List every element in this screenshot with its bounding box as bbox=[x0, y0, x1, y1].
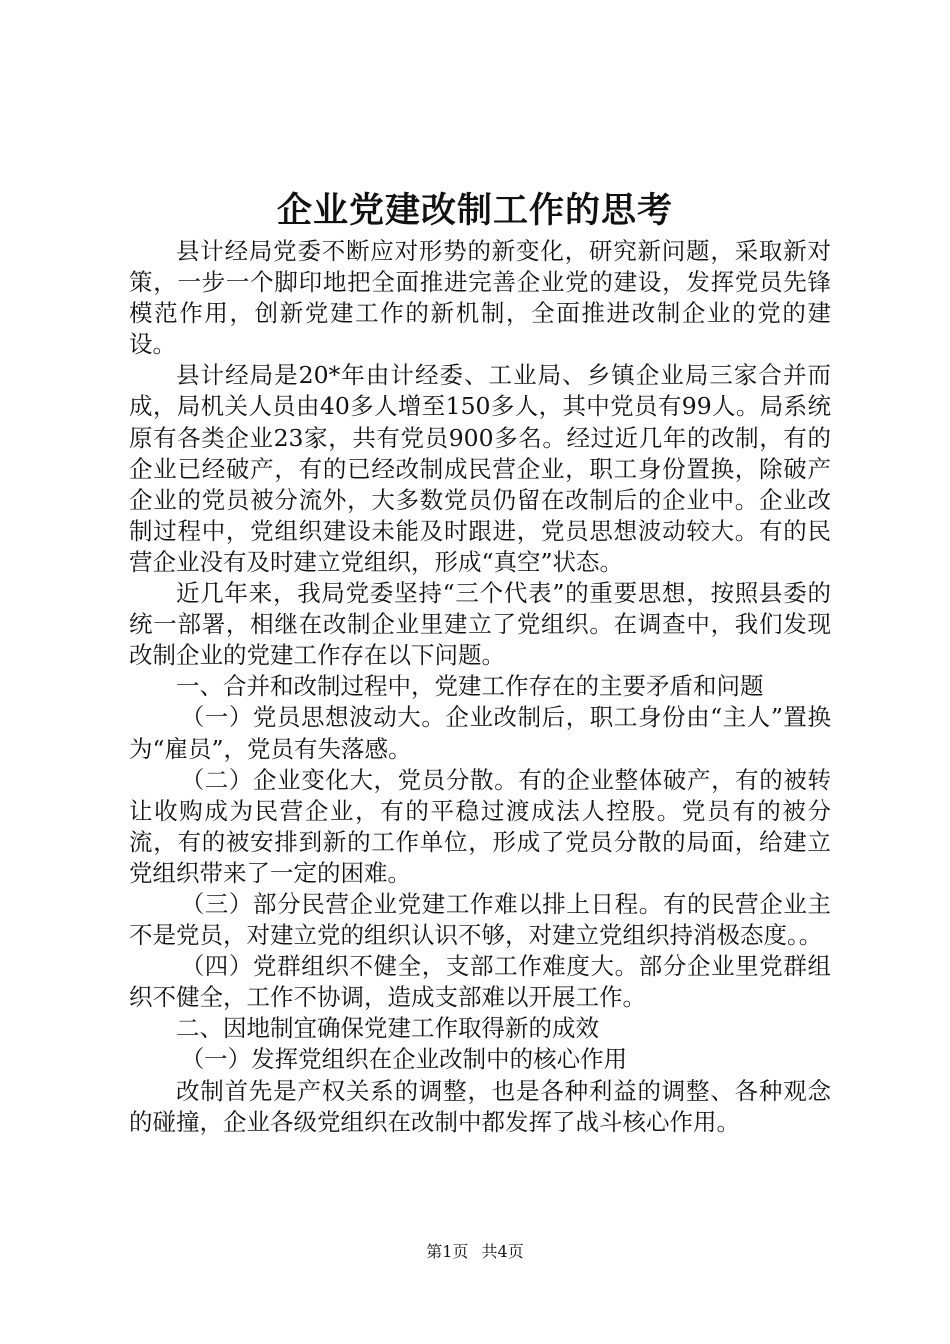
page-footer bbox=[0, 1240, 950, 1264]
paragraph: （三）部分民营企业党建工作难以排上日程。有的民营企业主不是党员，对建立党的组织认识不够，对建立党组织持消极态度。。 bbox=[129, 889, 831, 950]
document-title: 企业党建改制工作的思考 bbox=[276, 190, 673, 231]
section-heading: 二、因地制宜确保党建工作取得新的成效 bbox=[176, 1014, 599, 1043]
page-total: 共4页 bbox=[481, 1242, 524, 1261]
paragraph: 县计经局是20*年由计经委、工业局、乡镇企业局三家合并而成，局机关人员由40多人增至150多人，其中党员有99人。局系统原有各类企业23家，共有党员900多名。经过近几年的改制，有的企业已经破产，有的已经改制成民营企业，职工身份置换，除破产企业的党员被分流外，大多数党员仍留在改制后的企业中。企业改制过程中，党组织建设未能及时跟进，党员思想波动较大。有的民营企业没有及时建立党组织，形成“真空”状态。 bbox=[129, 361, 831, 576]
paragraph: （二）企业变化大，党员分散。有的企业整体破产，有的被转让收购成为民营企业，有的平稳过渡成法人控股。党员有的被分流，有的被安排到新的工作单位，形成了党员分散的局面，给建立党组织带来了一定的困难。 bbox=[129, 765, 831, 887]
document-body bbox=[129, 236, 831, 1138]
paragraph: （一）党员思想波动大。企业改制后，职工身份由“主人”置换为“雇员”，党员有失落感。 bbox=[129, 703, 831, 763]
section-heading: 一、合并和改制过程中，党建工作存在的主要矛盾和问题 bbox=[176, 672, 764, 701]
paragraph: （四）党群组织不健全，支部工作难度大。部分企业里党群组织不健全，工作不协调，造成支部难以开展工作。 bbox=[129, 952, 831, 1012]
paragraph: 近几年来，我局党委坚持“三个代表”的重要思想，按照县委的统一部署，相继在改制企业里建立了党组织。在调查中，我们发现改制企业的党建工作存在以下问题。 bbox=[129, 579, 831, 670]
page-number: 第1页 bbox=[426, 1242, 469, 1261]
paragraph: 改制首先是产权关系的调整，也是各种利益的调整、各种观念的碰撞，企业各级党组织在改制中都发挥了战斗核心作用。 bbox=[129, 1076, 831, 1136]
subsection-heading: （一）发挥党组织在企业改制中的核心作用 bbox=[180, 1045, 628, 1074]
paragraph: 县计经局党委不断应对形势的新变化，研究新问题，采取新对策，一步一个脚印地把全面推进完善企业党的建设，发挥党员先锋模范作用，创新党建工作的新机制，全面推进改制企业的党的建设。 bbox=[129, 237, 831, 359]
